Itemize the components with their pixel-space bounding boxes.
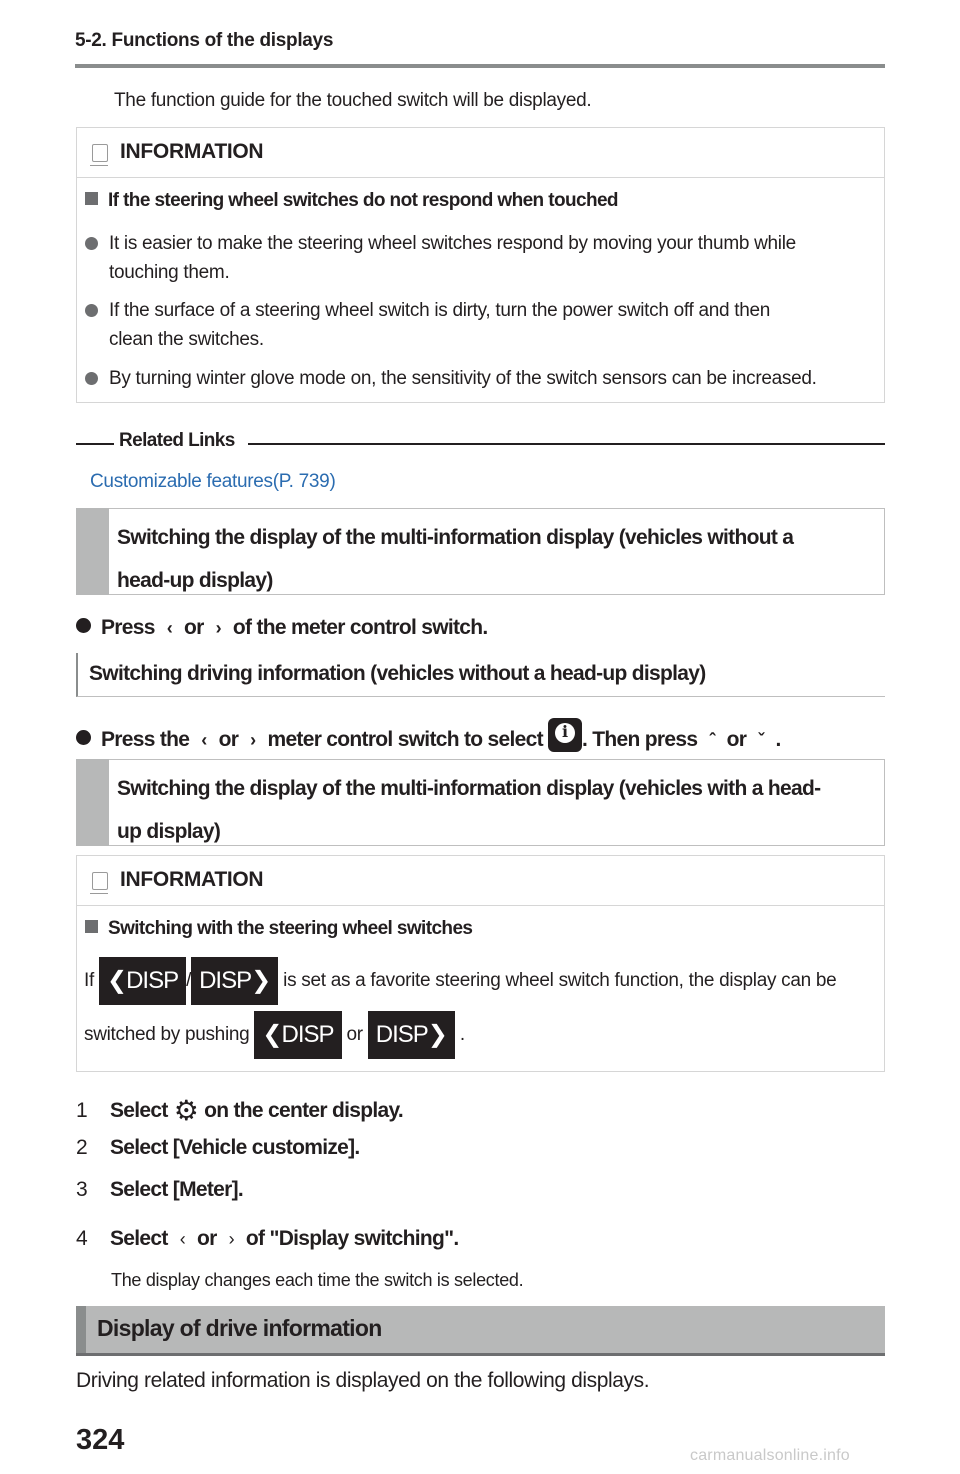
list-item	[85, 364, 817, 393]
info-paragraph	[84, 957, 836, 1005]
instruction-text: meter control switch to select	[267, 728, 543, 751]
paragraph-text: /	[186, 970, 192, 992]
book-icon	[92, 144, 108, 162]
paragraph-text: switched by pushing	[84, 1024, 250, 1046]
list-item-text: touching them.	[109, 262, 230, 283]
page-number: 324	[76, 1424, 125, 1456]
step-number: 2	[76, 1136, 87, 1159]
intro-text: The function guide for the touched switch will be displayed.	[114, 90, 592, 111]
bullet-icon	[76, 730, 91, 745]
section-title-line: up display)	[117, 820, 221, 843]
chevron-up-icon: ˆ	[709, 730, 715, 750]
paragraph-text: .	[459, 1024, 465, 1046]
list-item	[85, 229, 796, 287]
step-text: Select	[110, 1227, 168, 1250]
step-number: 4	[76, 1227, 87, 1250]
step-text: Select [Vehicle customize].	[110, 1136, 360, 1159]
information-title: INFORMATION	[120, 140, 264, 163]
square-bullet-icon	[85, 192, 98, 205]
sub-section-heading	[76, 653, 885, 697]
instruction-text: .	[775, 728, 781, 751]
chevron-down-icon: ˇ	[758, 730, 764, 750]
section-title	[117, 767, 872, 853]
disp-right-button-icon: DISP❯	[368, 1011, 455, 1059]
section-title-line: Switching the display of the multi-information display (vehicles with a head-	[117, 777, 821, 800]
info-paragraph	[84, 1011, 465, 1059]
list-item-text: If the surface of a steering wheel switch is dirty, turn the power switch off and then	[109, 300, 771, 321]
chevron-right-icon: ›	[228, 1229, 234, 1249]
step-text: or	[196, 1227, 217, 1250]
disp-right-button-icon: DISP❯	[191, 957, 278, 1005]
paragraph-text: If	[84, 970, 94, 992]
section-title: Display of drive information	[97, 1315, 382, 1341]
instruction-text: of the meter control switch.	[232, 616, 488, 639]
disp-label: DISP	[281, 1021, 334, 1048]
step-text: on the center display.	[204, 1099, 404, 1122]
list-item	[85, 296, 770, 354]
related-links-divider	[76, 430, 885, 458]
step-item	[76, 1094, 403, 1127]
disp-label: DISP	[375, 1021, 428, 1048]
section-title	[117, 516, 872, 602]
info-heading-text: If the steering wheel switches do not respond when touched	[108, 190, 618, 211]
step-note: The display changes each time the switch is selected.	[111, 1270, 524, 1290]
section-title: 5-2. Functions of the displays	[75, 30, 334, 51]
information-header	[77, 128, 884, 178]
list-item-text: clean the switches.	[109, 329, 264, 350]
step-item	[76, 1227, 459, 1251]
instruction-text: Press the	[101, 728, 190, 751]
instruction-text: or	[726, 728, 747, 751]
information-box	[76, 127, 885, 403]
section-heading	[76, 759, 885, 846]
related-links-label: Related Links	[119, 430, 235, 451]
section-bar	[76, 508, 109, 595]
instruction-text: . Then press	[582, 728, 698, 751]
bullet-icon	[76, 618, 91, 633]
section-heading	[76, 508, 885, 595]
paragraph-text: or	[346, 1024, 363, 1046]
information-header	[77, 856, 884, 906]
bullet-icon	[85, 372, 98, 385]
divider-line	[76, 443, 114, 445]
chevron-right-icon: ›	[215, 618, 221, 638]
page-header	[75, 30, 885, 68]
section-bar	[76, 1306, 86, 1353]
divider-line	[248, 443, 885, 445]
disp-left-button-icon: ❮DISP	[254, 1011, 341, 1059]
list-item-text: By turning winter glove mode on, the sensitivity of the switch sensors can be increased.	[109, 368, 817, 389]
disp-left-button-icon: ❮DISP	[99, 957, 186, 1005]
section-heading	[76, 1306, 885, 1356]
closing-text: Driving related information is displayed on the following displays.	[76, 1369, 650, 1392]
section-title-line: head-up display)	[117, 569, 273, 592]
chevron-left-icon: ‹	[201, 730, 207, 750]
instruction-text: Press	[101, 616, 155, 639]
square-bullet-icon	[85, 920, 98, 933]
sub-section-title: Switching driving information (vehicles without a head-up display)	[89, 662, 706, 685]
step-text: of "Display switching".	[245, 1227, 459, 1250]
step-number: 1	[76, 1099, 87, 1122]
step-text: Select	[110, 1099, 168, 1122]
customizable-features-link[interactable]: Customizable features(P. 739)	[90, 471, 336, 492]
gear-icon: ⚙	[173, 1095, 199, 1126]
information-icon	[548, 718, 582, 752]
section-bar	[76, 759, 109, 846]
instruction-text: or	[218, 728, 239, 751]
instruction-bullet	[76, 718, 781, 752]
step-number: 3	[76, 1178, 87, 1201]
chevron-right-icon: ›	[250, 730, 256, 750]
step-item	[76, 1178, 243, 1202]
step-item	[76, 1136, 360, 1160]
disp-label: DISP	[199, 967, 252, 994]
list-item-text: It is easier to make the steering wheel switches respond by moving your thumb while	[109, 233, 796, 254]
instruction-text: or	[184, 616, 204, 639]
info-heading	[85, 918, 472, 940]
info-heading	[85, 190, 618, 212]
information-title: INFORMATION	[120, 868, 264, 891]
section-title-line: Switching the display of the multi-information display (vehicles without a	[117, 526, 794, 549]
bullet-icon	[85, 237, 98, 250]
paragraph-text: is set as a favorite steering wheel switch function, the display can be	[283, 970, 837, 992]
chevron-left-icon: ‹	[179, 1229, 185, 1249]
info-heading-text: Switching with the steering wheel switches	[108, 918, 473, 939]
chevron-left-icon: ‹	[166, 618, 173, 638]
watermark: carmanualsonline.info	[690, 1447, 850, 1464]
bullet-icon	[85, 304, 98, 317]
instruction-bullet	[76, 616, 488, 640]
disp-label: DISP	[126, 967, 179, 994]
book-icon	[92, 872, 108, 890]
step-text: Select [Meter].	[110, 1178, 244, 1201]
